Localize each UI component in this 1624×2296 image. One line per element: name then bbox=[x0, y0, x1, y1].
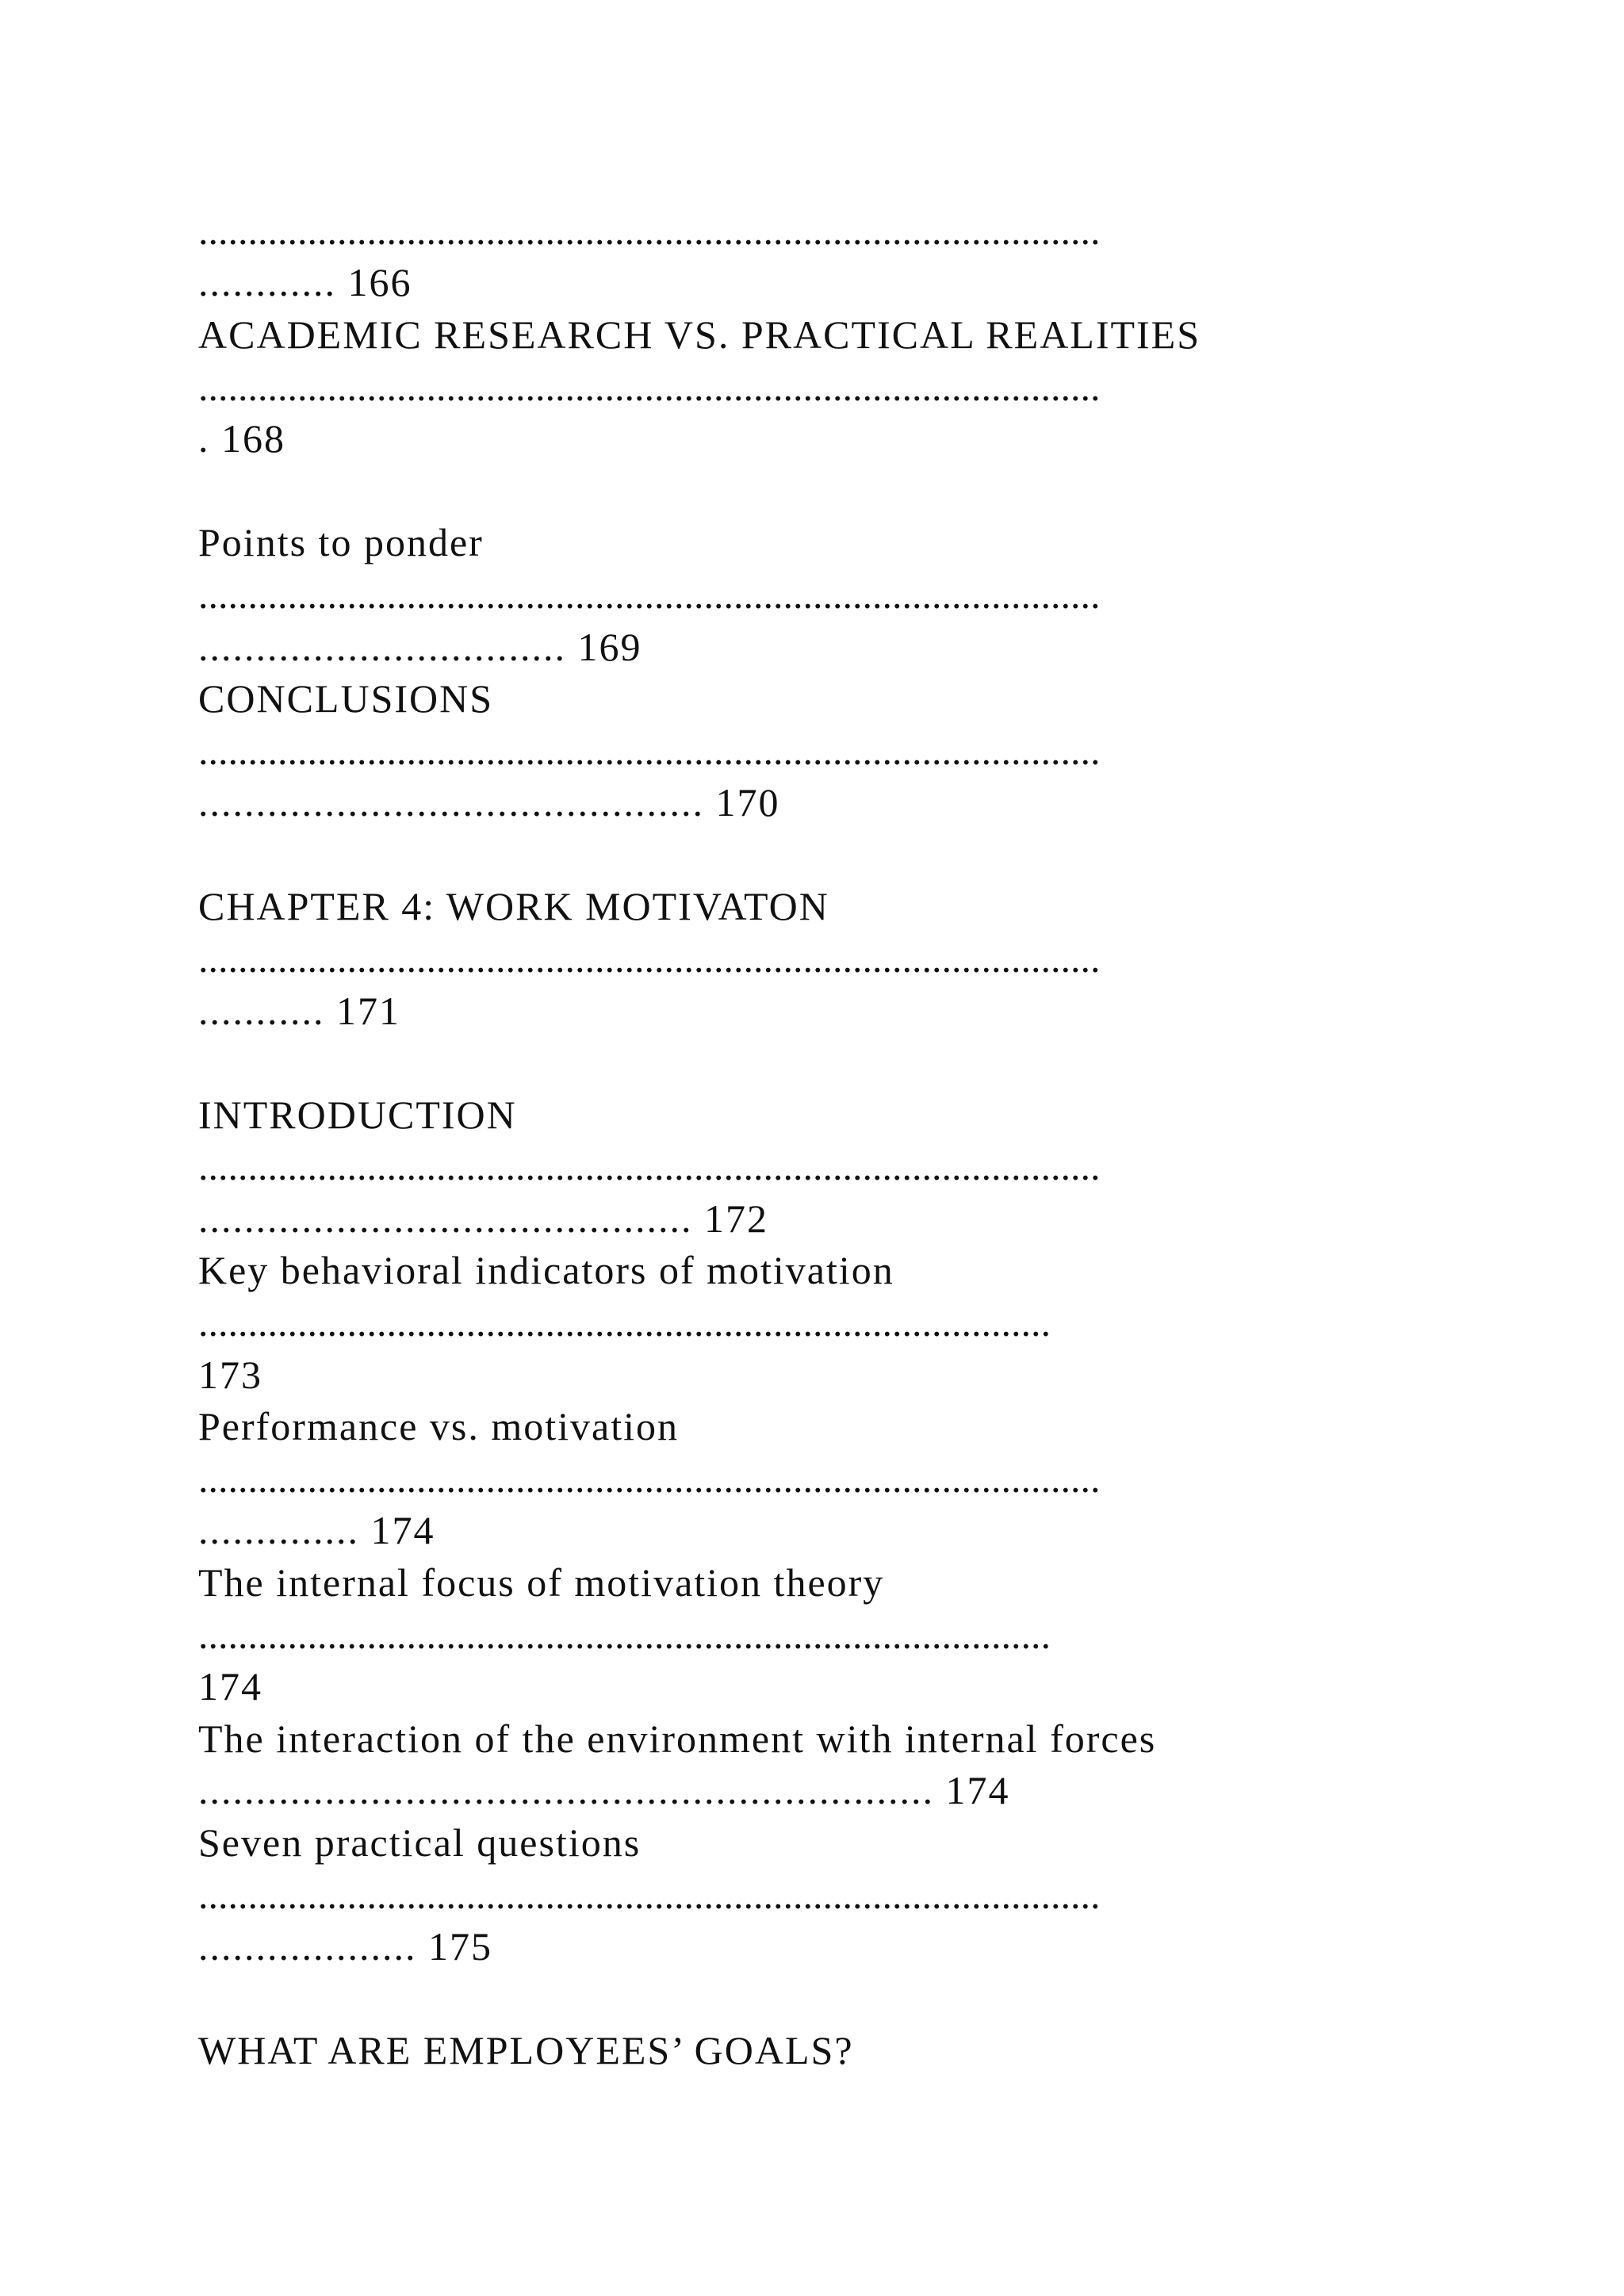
toc-leader-dots: ...................................................................................... bbox=[198, 1300, 1051, 1345]
toc-entry-environment-interaction: The interaction of the environment with internal forces bbox=[198, 1716, 1157, 1761]
toc-leader-dots: ........................................................................................... bbox=[198, 1873, 1101, 1917]
toc-page-number-line: ................... 175 bbox=[198, 1924, 492, 1969]
toc-leader-dots: ........................................................................................... bbox=[198, 1456, 1101, 1501]
toc-page-number-line: ........... 171 bbox=[198, 989, 400, 1033]
toc-leader-dots: ........................................................................................... bbox=[198, 1144, 1101, 1188]
toc-entry-internal-focus: The internal focus of motivation theory bbox=[198, 1560, 885, 1605]
toc-leader-dots: ........................................................................................... bbox=[198, 365, 1101, 409]
toc-leader-dots: ........................................................................................... bbox=[198, 729, 1101, 773]
toc-entry-points-to-ponder: Points to ponder bbox=[198, 520, 484, 564]
toc-page-number-line: ................................................................ 174 bbox=[198, 1768, 1010, 1812]
toc-entry-chapter-4: CHAPTER 4: WORK MOTIVATON bbox=[198, 884, 829, 928]
toc-page-number-line: ............ 166 bbox=[198, 260, 412, 304]
toc-page-number-line: 173 bbox=[198, 1353, 262, 1397]
toc-entry-introduction: INTRODUCTION bbox=[198, 1093, 517, 1137]
toc-entry-key-behavioral-indicators: Key behavioral indicators of motivation bbox=[198, 1248, 894, 1292]
toc-entry-academic-research: ACADEMIC RESEARCH VS. PRACTICAL REALITIES bbox=[198, 312, 1201, 357]
toc-page-number-line: ............................................ 170 bbox=[198, 780, 780, 825]
toc-entry-employees-goals: WHAT ARE EMPLOYEES’ GOALS? bbox=[198, 2028, 854, 2072]
toc-entry-seven-practical-questions: Seven practical questions bbox=[198, 1820, 642, 1865]
toc-leader-dots: ...................................................................................... bbox=[198, 1613, 1051, 1657]
toc-page-number-line: ........................................... 172 bbox=[198, 1196, 768, 1241]
toc-leader-dots: ........................................................................................... bbox=[198, 936, 1101, 981]
toc-page-number-line: . 168 bbox=[198, 416, 285, 461]
toc-page-number-line: 174 bbox=[198, 1664, 262, 1709]
toc-leader-dots: ........................................................................................... bbox=[198, 572, 1101, 617]
toc-page-number-line: .............. 174 bbox=[198, 1508, 435, 1552]
toc-entry-conclusions: CONCLUSIONS bbox=[198, 676, 494, 721]
toc-page-number-line: ................................ 169 bbox=[198, 625, 642, 669]
toc-leader-dots: ........................................................................................... bbox=[198, 209, 1101, 253]
toc-entry-performance-vs-motivation: Performance vs. motivation bbox=[198, 1404, 680, 1448]
